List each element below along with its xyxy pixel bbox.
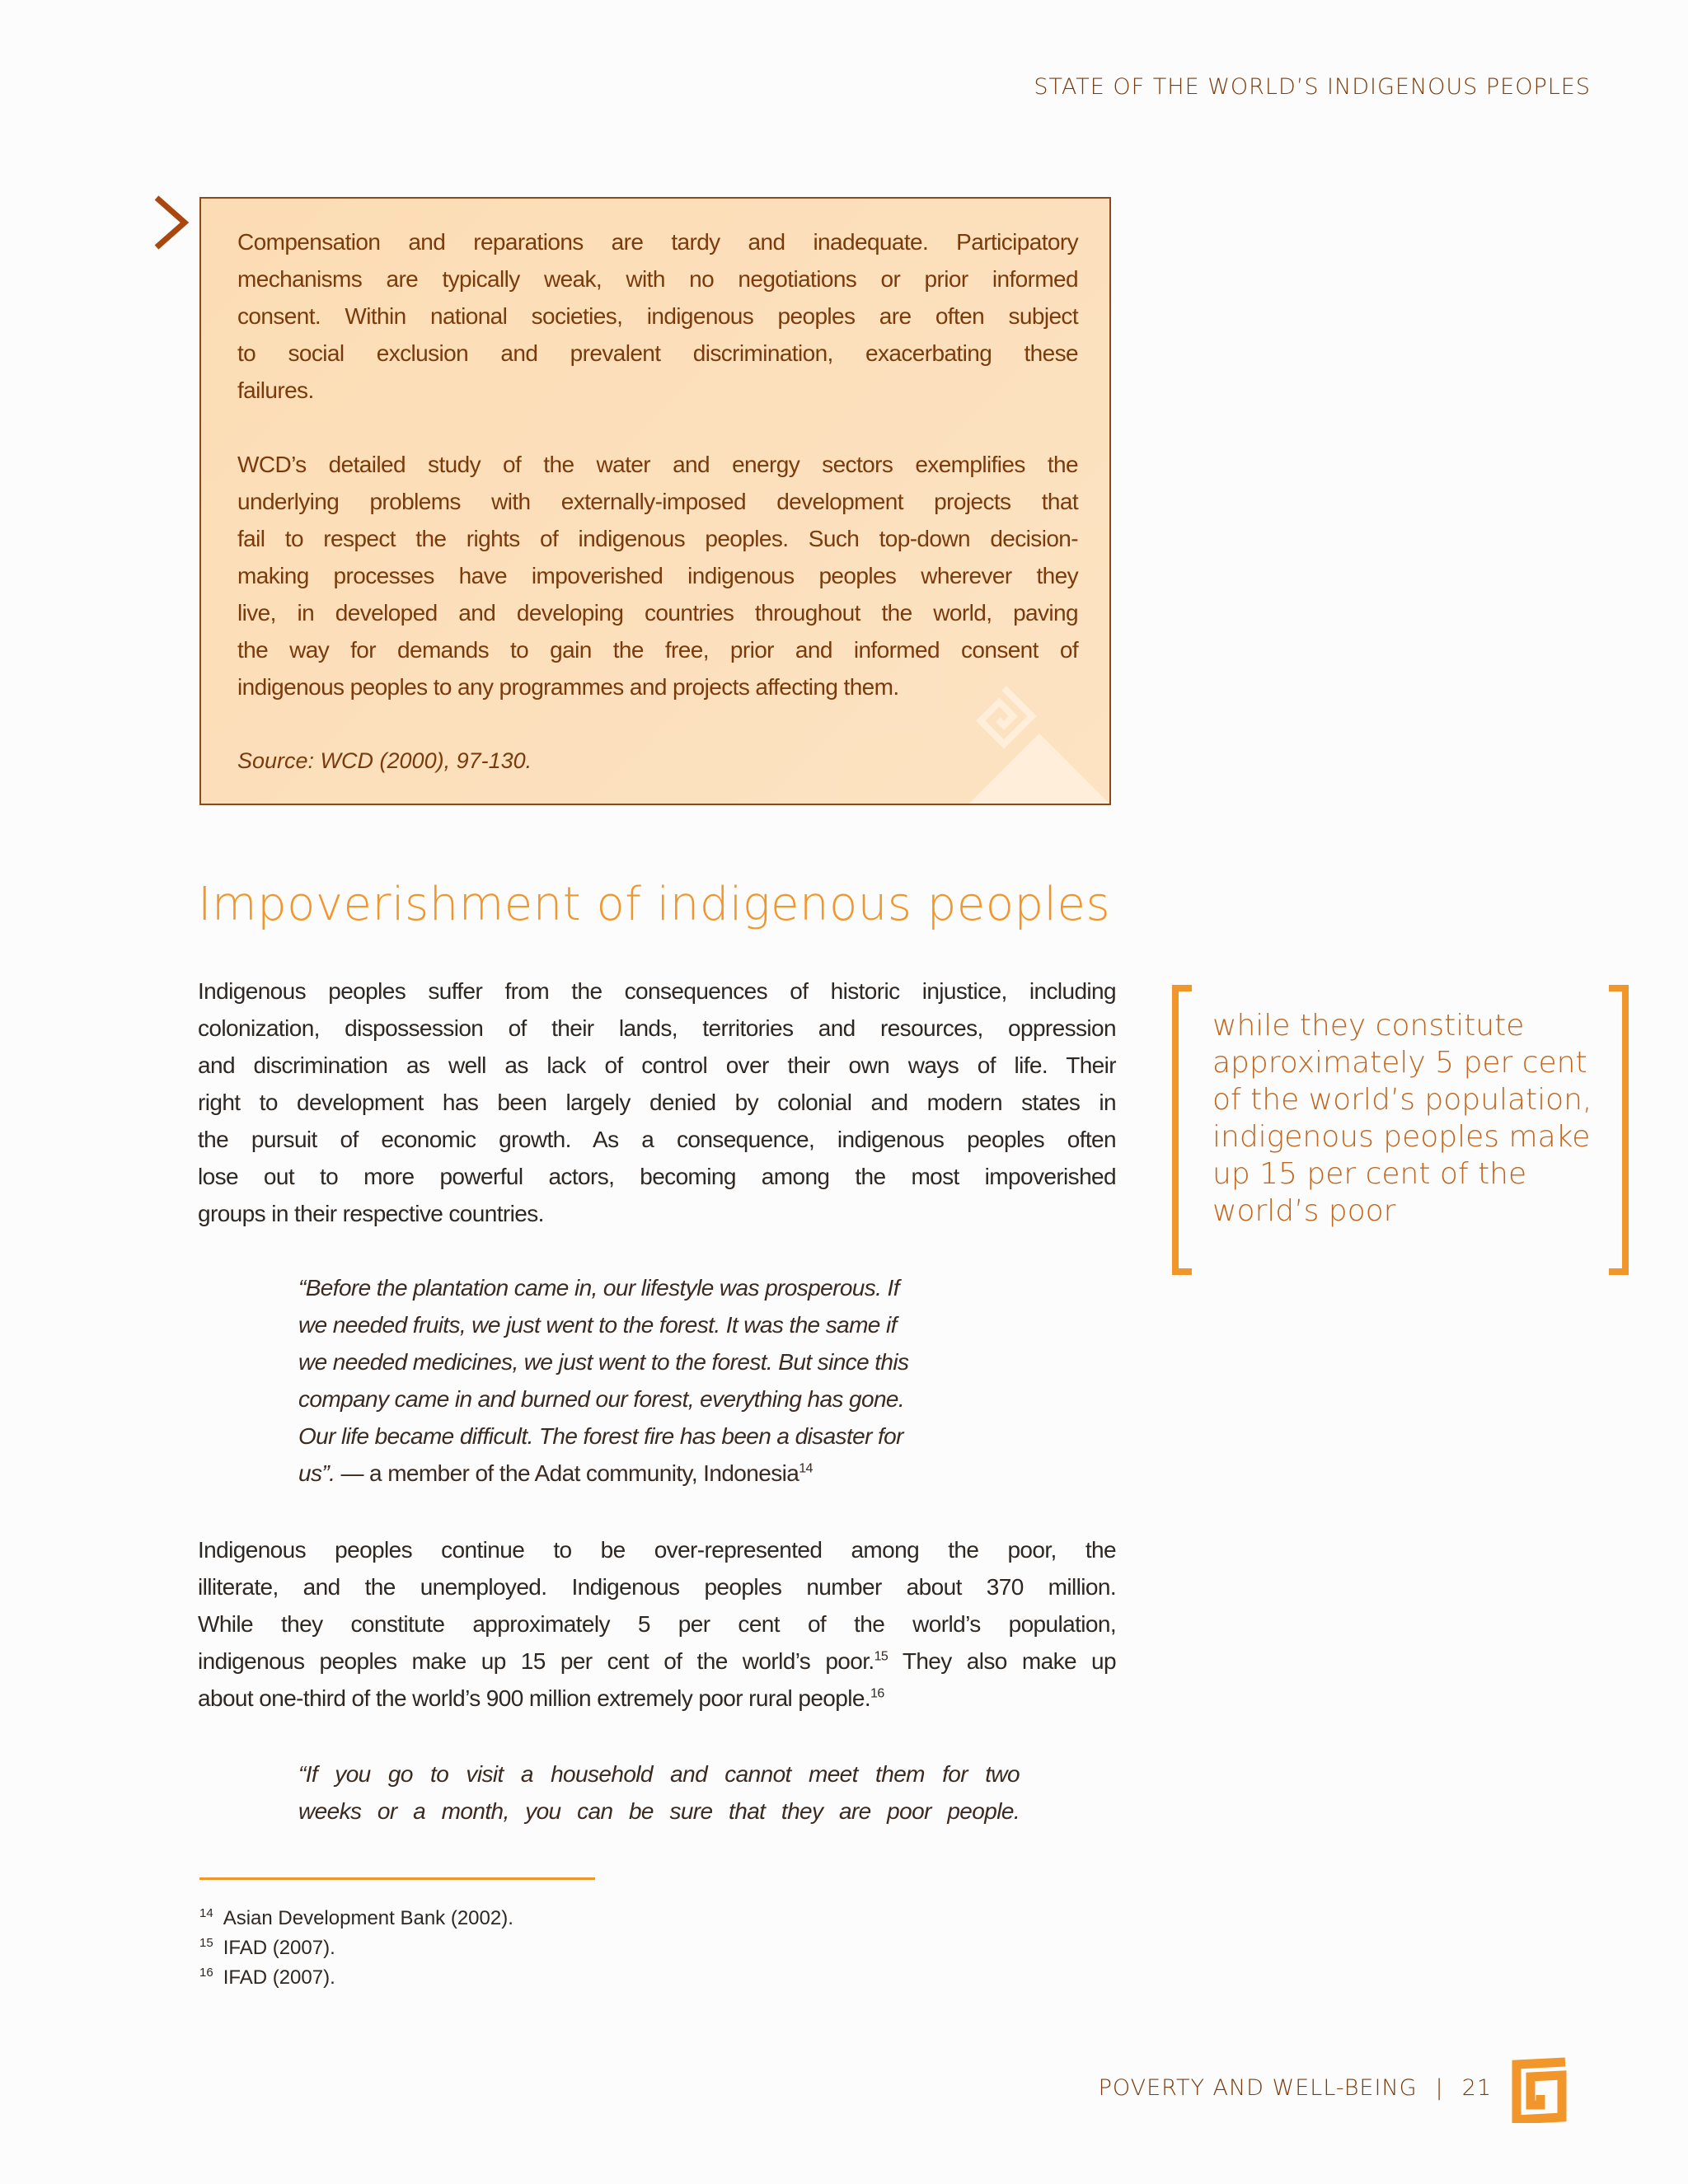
text-line: indigenous peoples make up 15 per cent of the world’s poor. (198, 1648, 874, 1674)
quote-attribution: — a member of the Adat community, Indonesia (335, 1460, 799, 1486)
text-line: company came in and burned our forest, everything has gone. (298, 1386, 905, 1412)
box-paragraph-1 (237, 223, 1078, 409)
box-source: Source: WCD (2000), 97-130. (237, 748, 532, 773)
pull-quote-line: while they constitute (1212, 1009, 1525, 1043)
footnote (199, 1966, 335, 1990)
chevron-icon (152, 194, 193, 251)
text-line: WCD’s detailed study of the water and energy sectors exemplifies the (237, 452, 1078, 477)
text-line: Indigenous peoples continue to be over-represented among the poor, the (198, 1537, 1116, 1563)
text-line: making processes have impoverished indigenous peoples wherever they (237, 563, 1078, 588)
text-line: “Before the plantation came in, our lifestyle was prosperous. If (298, 1275, 899, 1301)
footer-separator: | (1435, 2075, 1444, 2101)
pull-quote-line: world’s poor (1212, 1194, 1396, 1228)
text-line: consent. Within national societies, indigenous peoples are often subject (237, 303, 1078, 329)
pull-quote-line: of the world’s population, (1212, 1083, 1592, 1117)
text-line: about one-third of the world’s 900 million extremely poor rural people. (198, 1685, 871, 1711)
text-line: While they constitute approximately 5 per cent of the world’s population, (198, 1611, 1116, 1637)
text-line: we needed fruits, we just went to the forest. It was the same if (298, 1312, 897, 1338)
text-line: lose out to more powerful actors, becoming among the most impoverished (198, 1164, 1116, 1189)
right-bracket (1609, 985, 1629, 1275)
footnote-text: IFAD (2007). (223, 1966, 335, 1989)
footnote-text: IFAD (2007). (223, 1937, 335, 1959)
footnote-text: Asian Development Bank (2002). (223, 1907, 513, 1929)
footnote (199, 1937, 335, 1960)
text-line: mechanisms are typically weak, with no negotiations or prior informed (237, 266, 1078, 292)
text-line: the pursuit of economic growth. As a consequence, indigenous peoples often (198, 1127, 1116, 1152)
text-line: colonization, dispossession of their lands, territories and resources, oppression (198, 1015, 1116, 1041)
sidebar-box (199, 197, 1111, 805)
pull-quote-line: approximately 5 per cent (1212, 1046, 1587, 1080)
footnote (199, 1907, 513, 1930)
text-line: weeks or a month, you can be sure that they are poor people. (298, 1798, 1020, 1824)
footnote-number: 14 (199, 1906, 213, 1920)
block-quote-2 (298, 1755, 1020, 1830)
body-paragraph-1 (198, 972, 1116, 1232)
block-quote-1 (298, 1269, 1020, 1492)
text-line: underlying problems with externally-imposed development projects that (237, 489, 1078, 514)
footnote-divider (199, 1877, 595, 1880)
page-footer (1099, 2075, 1492, 2101)
text-line: groups in their respective countries. (198, 1201, 544, 1226)
running-header: STATE OF THE WORLD’S INDIGENOUS PEOPLES (1034, 74, 1591, 100)
footer-section-title: POVERTY AND WELL-BEING (1098, 2075, 1418, 2101)
footnote-ref[interactable]: 15 (874, 1649, 889, 1664)
pull-quote-line: indigenous peoples make (1212, 1120, 1591, 1154)
pull-quote-line: up 15 per cent of the (1212, 1157, 1527, 1191)
text-line: to social exclusion and prevalent discrimination, exacerbating these (237, 340, 1078, 366)
section-heading: Impoverishment of indigenous peoples (198, 878, 1111, 931)
text-line: and discrimination as well as lack of control over their own ways of life. Their (198, 1052, 1116, 1078)
text-line: failures. (237, 377, 314, 403)
footnote-ref[interactable]: 16 (870, 1686, 884, 1701)
text-line: Indigenous peoples suffer from the consequences of historic injustice, including (198, 978, 1116, 1004)
pull-quote (1212, 1007, 1592, 1230)
body-paragraph-2 (198, 1531, 1116, 1717)
footnote-number: 16 (199, 1966, 213, 1980)
text-line: indigenous peoples to any programmes and projects affecting them. (237, 674, 899, 700)
text-line: They also make up (888, 1648, 1116, 1674)
box-paragraph-2 (237, 446, 1078, 705)
text-line: live, in developed and developing countries throughout the world, paving (237, 600, 1078, 626)
text-line: Our life became difficult. The forest fire has been a disaster for (298, 1423, 903, 1449)
text-line: illiterate, and the unemployed. Indigenous peoples number about 370 million. (198, 1574, 1116, 1600)
text-line: fail to respect the rights of indigenous peoples. Such top-down decision- (237, 526, 1078, 551)
left-bracket (1172, 985, 1192, 1275)
text-line: we needed medicines, we just went to the forest. But since this (298, 1349, 909, 1375)
spiral-logo-icon (1511, 2057, 1568, 2123)
text-line: us”. (298, 1460, 335, 1486)
text-line: Compensation and reparations are tardy and inadequate. Participatory (237, 229, 1078, 255)
page-number: 21 (1461, 2075, 1492, 2101)
text-line: right to development has been largely denied by colonial and modern states in (198, 1090, 1116, 1115)
text-line: the way for demands to gain the free, prior and informed consent of (237, 637, 1078, 663)
footnote-ref[interactable]: 14 (799, 1461, 813, 1476)
footnote-number: 15 (199, 1936, 213, 1950)
text-line: “If you go to visit a household and cannot meet them for two (298, 1761, 1020, 1787)
